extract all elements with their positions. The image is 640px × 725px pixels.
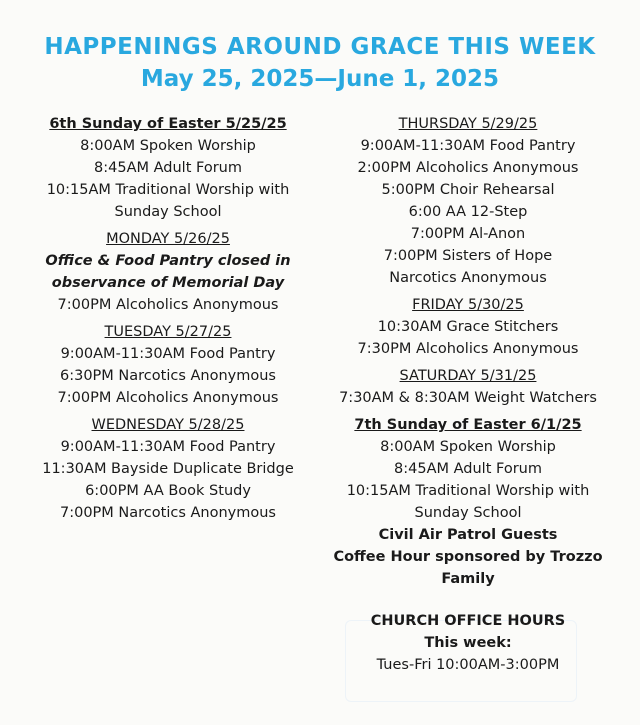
- event-line: 8:00AM Spoken Worship: [380, 439, 556, 455]
- event-line: 7:30PM Alcoholics Anonymous: [357, 341, 579, 357]
- day-heading-thursday: THURSDAY 5/29/25: [398, 116, 538, 132]
- event-line: 7:00PM Narcotics Anonymous: [60, 505, 276, 521]
- day-heading-saturday: SATURDAY 5/31/25: [399, 368, 537, 384]
- event-line: 7:00PM Al-Anon: [410, 226, 526, 242]
- event-line: 7:00PM Alcoholics Anonymous: [57, 390, 279, 406]
- guest-note: Civil Air Patrol Guests: [378, 527, 558, 543]
- event-line: 10:15AM Traditional Worship with: [46, 182, 290, 198]
- event-line: Narcotics Anonymous: [389, 270, 547, 286]
- event-line: 9:00AM-11:30AM Food Pantry: [60, 346, 276, 362]
- event-line: 5:00PM Choir Rehearsal: [381, 182, 555, 198]
- office-hours-heading: CHURCH OFFICE HOURS: [370, 613, 566, 629]
- event-line: 9:00AM-11:30AM Food Pantry: [360, 138, 576, 154]
- event-line: 10:15AM Traditional Worship with: [346, 483, 590, 499]
- event-line: 9:00AM-11:30AM Food Pantry: [60, 439, 276, 455]
- event-line: 6:30PM Narcotics Anonymous: [60, 368, 276, 384]
- day-heading-monday: MONDAY 5/26/25: [106, 231, 230, 247]
- closure-notice: Office & Food Pantry closed in: [45, 253, 291, 269]
- day-heading-wednesday: WEDNESDAY 5/28/25: [91, 417, 245, 433]
- day-heading-sunday-0601: 7th Sunday of Easter 6/1/25: [354, 417, 582, 433]
- coffee-hour-note: Family: [441, 571, 495, 587]
- office-hours-subheading: This week:: [424, 635, 512, 651]
- event-line: 6:00PM AA Book Study: [85, 483, 251, 499]
- closure-notice: observance of Memorial Day: [51, 275, 285, 291]
- event-line: 7:00PM Sisters of Hope: [383, 248, 553, 264]
- event-line: 7:30AM & 8:30AM Weight Watchers: [339, 390, 597, 406]
- page-title: HAPPENINGS AROUND GRACE THIS WEEK: [44, 34, 596, 60]
- office-hours-times: Tues-Fri 10:00AM-3:00PM: [376, 657, 560, 673]
- event-line: 8:00AM Spoken Worship: [80, 138, 256, 154]
- event-line: 7:00PM Alcoholics Anonymous: [57, 297, 279, 313]
- office-hours: [318, 610, 618, 676]
- event-line: Sunday School: [414, 505, 522, 521]
- event-line: Sunday School: [114, 204, 222, 220]
- event-line: 10:30AM Grace Stitchers: [377, 319, 559, 335]
- event-line: 6:00 AA 12-Step: [408, 204, 528, 220]
- event-line: 11:30AM Bayside Duplicate Bridge: [42, 461, 294, 477]
- day-heading-friday: FRIDAY 5/30/25: [412, 297, 524, 313]
- right-column: [318, 113, 618, 676]
- day-heading-tuesday: TUESDAY 5/27/25: [104, 324, 232, 340]
- date-range: May 25, 2025—June 1, 2025: [140, 66, 500, 92]
- coffee-hour-note: Coffee Hour sponsored by Trozzo: [333, 549, 603, 565]
- event-line: 8:45AM Adult Forum: [394, 461, 542, 477]
- event-line: 8:45AM Adult Forum: [94, 160, 242, 176]
- day-heading-sunday-0525: 6th Sunday of Easter 5/25/25: [49, 116, 287, 132]
- event-line: 2:00PM Alcoholics Anonymous: [357, 160, 579, 176]
- left-column: [18, 113, 318, 524]
